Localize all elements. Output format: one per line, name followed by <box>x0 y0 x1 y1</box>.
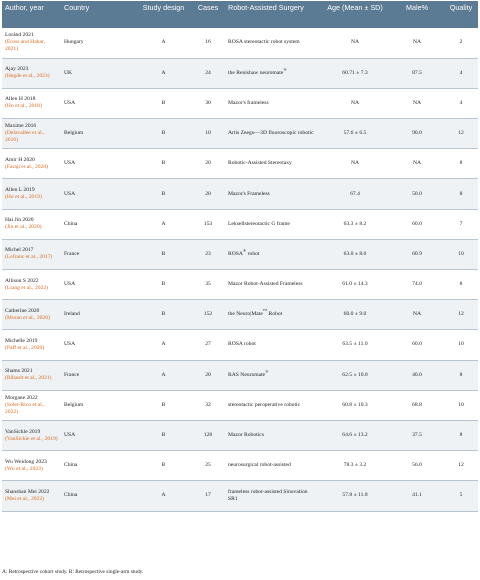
cell-author <box>2 360 61 390</box>
table-body <box>2 28 478 511</box>
cell-cases: 23 <box>191 239 225 269</box>
cell-country: Belgium <box>61 119 136 149</box>
cell-design: B <box>136 270 191 300</box>
cell-male: NA <box>390 28 444 58</box>
citation-link[interactable]: (Paff et al., 2020) <box>5 344 45 351</box>
cell-age: 60.8 ± 10.3 <box>320 390 390 420</box>
cell-robot: neurosurgical robot-assisted <box>225 451 320 481</box>
author-name: Allison S 2022 <box>5 277 39 284</box>
cell-design: A <box>136 330 191 360</box>
cell-country: China <box>61 451 136 481</box>
table-row <box>2 390 478 420</box>
cell-quality: 5 <box>444 481 478 511</box>
cell-country: Hungary <box>61 28 136 58</box>
cell-cases: 35 <box>191 270 225 300</box>
cell-robot: Mazor's Frameless <box>225 179 320 209</box>
cell-male: 90.0 <box>390 119 444 149</box>
cell-cases: 20 <box>191 179 225 209</box>
citation-link[interactable]: (Faraji et al., 2020) <box>5 163 49 170</box>
cell-country: USA <box>61 330 136 360</box>
cell-male: NA <box>390 149 444 179</box>
cell-cases: 16 <box>191 28 225 58</box>
author-name: Michelle 2019 <box>5 337 38 344</box>
cell-country: UK <box>61 58 136 88</box>
table-row <box>2 119 478 149</box>
cell-author <box>2 58 61 88</box>
cell-quality: 4 <box>444 58 478 88</box>
citation-link[interactable]: (Hegde et al., 2023) <box>5 73 50 80</box>
cell-country: France <box>61 239 136 269</box>
table-row <box>2 300 478 330</box>
cell-robot: Robotic-Assisted Stereotaxy <box>225 149 320 179</box>
cell-male: NA <box>390 88 444 118</box>
cell-male: 41.1 <box>390 481 444 511</box>
cell-age: NA <box>320 149 390 179</box>
author-name: Hai Jin 2020 <box>5 217 34 224</box>
citation-link[interactable]: (Ho et al., 2018) <box>5 103 42 110</box>
cell-cases: 152 <box>191 300 225 330</box>
cell-author <box>2 179 61 209</box>
cell-author <box>2 270 61 300</box>
cell-country: USA <box>61 179 136 209</box>
cell-age: 67.4 <box>320 179 390 209</box>
cell-robot: the Neuro|Mate™ Robot <box>225 300 320 330</box>
cell-author <box>2 300 61 330</box>
table-row <box>2 239 478 269</box>
cell-age: 63.3 ± 8.2 <box>320 209 390 239</box>
cell-design: A <box>136 209 191 239</box>
cell-cases: 24 <box>191 58 225 88</box>
cell-male: 50.0 <box>390 179 444 209</box>
cell-male: 40.0 <box>390 360 444 390</box>
cell-age: NA <box>320 28 390 58</box>
citation-link[interactable]: (Lefranc et al., 2017) <box>5 254 53 261</box>
cell-cases: 128 <box>191 420 225 450</box>
cell-author <box>2 451 61 481</box>
cell-male: 87.5 <box>390 58 444 88</box>
header-robot-assisted-surgery: Robot-Assisted Surgery <box>225 1 320 28</box>
cell-quality: 10 <box>444 330 478 360</box>
header-male-percent: Male% <box>390 1 444 28</box>
header-quality: Quality <box>444 1 478 28</box>
table-row <box>2 360 478 390</box>
cell-male: 56.0 <box>390 451 444 481</box>
table-header <box>2 1 478 28</box>
author-name: Shanshan Mei 2022 <box>5 488 50 495</box>
citation-link[interactable]: (Mei et al., 2022) <box>5 495 44 502</box>
cell-cases: 25 <box>191 451 225 481</box>
cell-country: USA <box>61 420 136 450</box>
cell-design: A <box>136 481 191 511</box>
header-country: Country <box>61 1 136 28</box>
cell-author <box>2 149 61 179</box>
citation-link[interactable]: (Ho et al., 2019) <box>5 194 42 201</box>
cell-quality: 12 <box>444 300 478 330</box>
cell-quality: 12 <box>444 451 478 481</box>
author-name: Catherine 2020 <box>5 307 40 314</box>
cell-age: 78.3 ± 3.2 <box>320 451 390 481</box>
cell-country: USA <box>61 149 136 179</box>
cell-author <box>2 88 61 118</box>
cell-male: 68.8 <box>390 390 444 420</box>
author-name: Loránd 2021 <box>5 32 34 39</box>
author-name: Allen H 2018 <box>5 96 36 103</box>
author-name: VanSickle 2019 <box>5 428 41 435</box>
table-row <box>2 28 478 58</box>
cell-cases: 32 <box>191 390 225 420</box>
table-row <box>2 209 478 239</box>
cell-cases: 10 <box>191 119 225 149</box>
cell-robot: ROSA robot <box>225 330 320 360</box>
cell-robot: Artis Zeego—3D fluoroscopic robotic <box>225 119 320 149</box>
citation-link[interactable]: (Ribault et al., 2021) <box>5 375 52 382</box>
cell-quality: 8 <box>444 360 478 390</box>
cell-quality: 4 <box>444 88 478 118</box>
cell-author <box>2 239 61 269</box>
cell-country: China <box>61 209 136 239</box>
cell-country: USA <box>61 88 136 118</box>
cell-age: 63.0 ± 8.6 <box>320 239 390 269</box>
cell-male: 60.0 <box>390 209 444 239</box>
cell-author <box>2 330 61 360</box>
cell-age: 64.6 ± 13.2 <box>320 420 390 450</box>
cell-design: B <box>136 119 191 149</box>
citation-link[interactable]: (Moran et al., 2020) <box>5 314 50 321</box>
author-name: Wu Weidong 2023 <box>5 458 47 465</box>
cell-robot: Mazor Robot-Assisted Frameless <box>225 270 320 300</box>
cell-design: B <box>136 390 191 420</box>
cell-design: B <box>136 451 191 481</box>
cell-robot: frameless robot-assisted Sinovation SR1 <box>225 481 320 511</box>
cell-design: A <box>136 58 191 88</box>
cell-country: China <box>61 481 136 511</box>
cell-quality: 2 <box>444 28 478 58</box>
author-name: Maxime 2016 <box>5 123 37 130</box>
cell-author <box>2 209 61 239</box>
study-characteristics-table <box>2 1 478 512</box>
author-name: Shams 2021 <box>5 368 33 375</box>
cell-robot: Mazor's frameless <box>225 88 320 118</box>
cell-cases: 20 <box>191 149 225 179</box>
cell-country: Ireland <box>61 300 136 330</box>
cell-design: A <box>136 28 191 58</box>
author-name: Morgane 2022 <box>5 394 38 401</box>
cell-robot: stereotactic peroperative robotic <box>225 390 320 420</box>
cell-age: 57.6 ± 6.5 <box>320 119 390 149</box>
author-name: Michel 2017 <box>5 247 34 254</box>
cell-male: NA <box>390 300 444 330</box>
cell-robot: ROSA stereotactic robot system <box>225 28 320 58</box>
cell-author <box>2 119 61 149</box>
cell-design: B <box>136 420 191 450</box>
citation-link[interactable]: (Soler-Rico et al., 2022) <box>5 401 45 415</box>
cell-male: 37.5 <box>390 420 444 450</box>
table-row <box>2 420 478 450</box>
cell-quality: 8 <box>444 149 478 179</box>
table-row <box>2 451 478 481</box>
cell-cases: 27 <box>191 330 225 360</box>
cell-robot: Leksellstereotactic G frame <box>225 209 320 239</box>
cell-country: France <box>61 360 136 390</box>
table-row <box>2 270 478 300</box>
cell-male: 74.0 <box>390 270 444 300</box>
cell-quality: 12 <box>444 119 478 149</box>
citation-link[interactable]: (Eross and Hakar, 2021) <box>5 39 46 53</box>
cell-cases: 20 <box>191 360 225 390</box>
cell-country: USA <box>61 270 136 300</box>
cell-quality: 10 <box>444 390 478 420</box>
citation-link[interactable]: (Jin et al., 2020) <box>5 224 42 231</box>
cell-design: B <box>136 239 191 269</box>
cell-age: 62.5 ± 10.0 <box>320 360 390 390</box>
cell-cases: 30 <box>191 88 225 118</box>
cell-male: 60.9 <box>390 239 444 269</box>
cell-robot: ROSA® robot <box>225 239 320 269</box>
cell-age: 61.0 ± 14.3 <box>320 270 390 300</box>
cell-design: B <box>136 179 191 209</box>
author-name: Ajay 2023 <box>5 66 29 73</box>
table-row <box>2 481 478 511</box>
cell-robot: RAS Neuromate® <box>225 360 320 390</box>
cell-quality: 8 <box>444 420 478 450</box>
cell-quality: 8 <box>444 270 478 300</box>
header-study-design: Study design <box>136 1 191 28</box>
cell-author <box>2 420 61 450</box>
cell-age: 63.5 ± 11.0 <box>320 330 390 360</box>
table-row <box>2 149 478 179</box>
cell-author <box>2 481 61 511</box>
table-row <box>2 330 478 360</box>
cell-design: B <box>136 300 191 330</box>
cell-design: B <box>136 88 191 118</box>
table-footnote: A: Retrospective cohort study. B: Retrospective single-arm study. <box>2 569 144 575</box>
table-row <box>2 179 478 209</box>
cell-country: Belgium <box>61 390 136 420</box>
cell-age: 60.71 ± 7.3 <box>320 58 390 88</box>
header-author: Author, year <box>2 1 61 28</box>
cell-cases: 153 <box>191 209 225 239</box>
cell-male: 60.0 <box>390 330 444 360</box>
citation-link[interactable]: (Wu et al., 2023) <box>5 465 43 472</box>
cell-design: A <box>136 360 191 390</box>
cell-age: 57.8 ± 11.8 <box>320 481 390 511</box>
table-row <box>2 88 478 118</box>
cell-design: B <box>136 149 191 179</box>
data-table <box>2 1 478 512</box>
cell-age: NA <box>320 88 390 118</box>
citation-link[interactable]: (VanSickle et al., 2019) <box>5 435 58 442</box>
citation-link[interactable]: (Delavallee et al., 2016) <box>5 130 45 144</box>
cell-quality: 8 <box>444 179 478 209</box>
cell-author <box>2 28 61 58</box>
author-name: Allen L 2019 <box>5 187 35 194</box>
cell-cases: 17 <box>191 481 225 511</box>
cell-robot: the Renishaw neuromate® <box>225 58 320 88</box>
header-age: Age (Mean ± SD) <box>320 1 390 28</box>
author-name: Amir H 2020 <box>5 156 35 163</box>
header-cases: Cases <box>191 1 225 28</box>
cell-author <box>2 390 61 420</box>
table-row <box>2 58 478 88</box>
citation-link[interactable]: (Liang et al., 2022) <box>5 284 49 291</box>
cell-quality: 7 <box>444 209 478 239</box>
cell-robot: Mazor Robotics <box>225 420 320 450</box>
cell-quality: 10 <box>444 239 478 269</box>
cell-age: 60.0 ± 9.0 <box>320 300 390 330</box>
